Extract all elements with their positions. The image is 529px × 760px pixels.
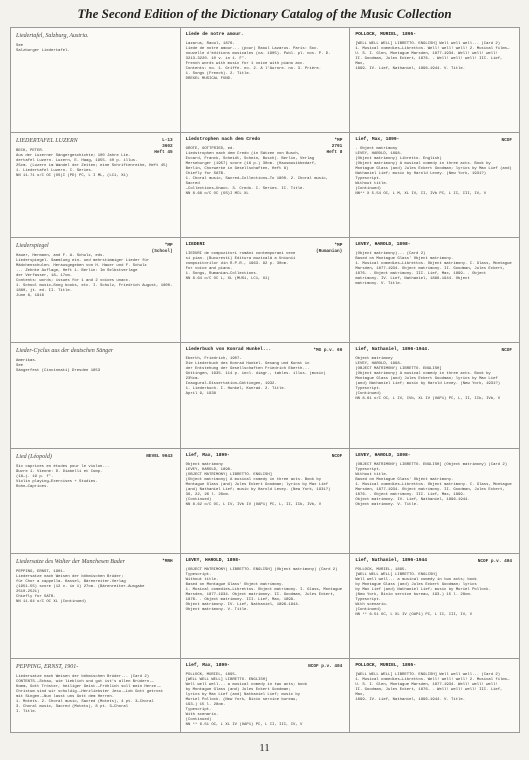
card-heading: Lief, Nathaniel, 1896-1944. (355, 347, 430, 353)
page-title: The Second Edition of the Dictionary Catalog of the Music Collection (77, 6, 452, 21)
card-line: Typescript. (355, 597, 382, 602)
card-call-number: NCOF (331, 453, 343, 459)
catalog-card-grid (10, 27, 520, 733)
catalog-card (181, 659, 350, 732)
card-line: Well well well... a musical comedy in two acts; book (355, 577, 477, 582)
card-line: Typescript. (355, 387, 382, 392)
card-line: BECK, PETER. (16, 149, 45, 154)
card-line: Without title. (185, 577, 219, 582)
card-line: Christum sind wir schuldig.—Herzliebster Jesu.—Lob Gott getrost (16, 689, 164, 694)
card-line: [WELL WELL WELL] LIBRETTO. ENGLISH] (355, 572, 438, 577)
card-line: für Chor a cappella. Kassel, Bärenreiter-Verlag (16, 579, 126, 584)
catalog-card (11, 449, 180, 553)
catalog-card (181, 133, 350, 237)
card-line: Object matrimony. V. Title. (355, 502, 419, 507)
card-line: Inaugural-Dissertation—Göttingen, 1932. (185, 382, 277, 387)
card-line: U. S. I. Glen, Montague Marsden, 1877-1934. Well! well! well! (355, 52, 498, 56)
card-line: NN 8.61 o/C OC, L IV, IVb, XL IV (OAP1) PC, L, II, IIb, IVb, V (355, 397, 501, 402)
catalog-card (11, 554, 180, 658)
card-line: Six caprices en études pour le violon... (16, 464, 110, 469)
card-line: (Continued) (355, 607, 382, 612)
card-line: Without title. (355, 472, 389, 477)
card-heading: LEVEY, HAROLD, 1898- (355, 452, 411, 458)
card-call-number: NCOF (501, 348, 512, 354)
card-heading: LIEDERI (185, 242, 205, 248)
card-heading: PEPPING, ERNST, 1901- (16, 663, 79, 670)
card-line: Muriel Pollock. (New York, Bixio service bureau, (185, 697, 298, 702)
card-line: nouvelle d'éditions musicales (ca. 1905). Publ. pl. nos. P. D. (185, 52, 331, 56)
card-line: [WELL WELL WELL] LIBRETTO. ENGLISH] (185, 677, 268, 682)
card-line: Aus der Luzerner Sängergeschichte; 100 Jahre Lie- (16, 154, 131, 159)
card-line: 1. Motets. 2. Choral music, Sacred (Motets), 4 pt. 3—Choral (16, 699, 154, 704)
card-line: PEPPING, ERNST, 1901- (16, 569, 66, 574)
card-line: (OBJECT MATRIMONY) LIBRETTO. ENGLISH] (185, 472, 273, 477)
card-call-number: *MP 2791 Heft 8 (326, 138, 343, 156)
card-line: 1. Musical comedies—Librettos. Object matrimony. I. Glass, Montague (355, 262, 512, 267)
catalog-card (350, 28, 519, 132)
card-line: NN 8.68 o/C OC (OS)I MCL XL (185, 192, 249, 197)
card-line: Typescript. (185, 572, 212, 577)
card-line: Hauer, Hermann, and F. A. Schulz, eds. (16, 254, 105, 259)
card-line: LEVEY, HAROLD, 1898- (185, 467, 233, 472)
card-line: 2510-2521) (16, 589, 40, 594)
card-heading: Liedertafel, Salzburg, Austria. (16, 33, 89, 39)
card-line: [WELL WELL WELL] LIBRETTO. ENGLISH] Well well well... (Card 2) (355, 42, 501, 46)
card-line: 1. Liederbuch. I. Hunkel, Konrad. 2. Title. (185, 387, 287, 392)
catalog-card (350, 449, 519, 553)
card-line: Based on Montague Glass' Object matrimony. (355, 257, 454, 262)
card-line: Salzburger Liedertafel. (16, 49, 70, 53)
card-line: by Montague Glass (and) Jules Eckert Goodman; (185, 687, 291, 692)
card-heading: Liede de notre amour. (185, 32, 244, 37)
card-line: Amerikas. (16, 359, 38, 364)
card-line: 1. School music—Song books, etc. I. Schulz, Friedrich August, 1800- (16, 284, 173, 289)
card-heading: LEVEY, HAROLD, 1898- (355, 242, 411, 248)
card-line: Rohn—Caprices. (16, 484, 49, 489)
card-line: compozitorilor din R.P.R., 1963. 92 p. 30cm. (185, 262, 289, 267)
card-line: June 8, 1916 (16, 294, 45, 299)
card-line: 1. Musical comedies—Librettos. Well! well! well! 2. Musical films— (355, 47, 510, 51)
card-call-number: *MRH (162, 558, 173, 564)
card-line: Merseburger (1957) score (16 p.) 30cm. (Hausmusikbedarf, (185, 162, 317, 167)
card-call-number: *MP (School) (151, 243, 173, 255)
card-line: Liederspiegel. Sammlung ein- und mehrstimmiger Lieder für (16, 259, 150, 264)
card-line: 1876- . Object matrimony. III. Lief, Max, 1899- (355, 492, 466, 497)
card-line: Chiefly for SATB. (16, 594, 56, 599)
card-line: April 9, 1938 (185, 392, 217, 397)
card-line: 23½cm. (185, 377, 200, 382)
card-heading: Liederbuch von Konrad Hunkel... (185, 347, 272, 353)
card-line: 25cm. (Luzern im Wandel der Zeiten; eine Schriftenreihe, Heft 45) (16, 164, 168, 169)
card-line: 1. Musical comedies—Librettos. Object matrimony. I. Glass, Montague (185, 587, 343, 592)
card-line: U. S. I. Glen, Montague Marsden, 1877-1934. Well! well! well! (355, 682, 498, 687)
card-line: Marsden, 1877-1934. Object matrimony. II. Goodman, Jules Eckert, (355, 267, 505, 272)
card-heading: Lied (Léopold) (16, 453, 52, 460)
catalog-card (181, 343, 350, 447)
card-heading: POLLOCK, MURIEL, 1895- (355, 662, 416, 668)
card-line: der Verfasser, 18— 17cm. (16, 274, 73, 279)
card-line: With scenario. (355, 602, 389, 607)
card-line: Object matrimony (185, 462, 224, 467)
card-line: Liede de notre amour... (pour) Raoul Lazarus. Paris: Soc. (185, 47, 319, 51)
card-line: 1876- . Object matrimony. III. Lief, Max, 1899- . Object (355, 272, 487, 277)
card-line: Typescript. (355, 467, 382, 472)
card-line: Komm, Gott Tröster, heiliger Geist.—Fröhlich soll mein Herze.— (16, 684, 161, 689)
card-call-number: *MG p.v. 66 (313, 348, 343, 354)
card-line: (OBJECT MATRIMONY) LIBRETTO. ENGLISH] (Object matrimony) (Card 2) (355, 462, 508, 467)
card-line: Liedersatze nach Weisen der böhmischen Brüder... (Card 2) (16, 674, 150, 679)
card-line: [WELL WELL WELL] LIBRETTO. ENGLISH] Well well well... (Card 2) (355, 672, 501, 677)
card-line: by Montague Glass (and) Jules Eckert Goodman; lyrics (355, 582, 477, 587)
catalog-card (181, 554, 350, 658)
card-line: Chiefly for SATB. (185, 172, 226, 177)
card-line: 1. Choral music, Sacred—Collections—To 1800. 2. Choral music, Sacred (185, 177, 331, 187)
card-line: Eberth, Friedrich, 1907- (185, 357, 242, 362)
card-line: —Collections—Unacc. 3. Credo. I. Series. II. Title. (185, 187, 305, 192)
card-line: II. Goodman, Jules Eckert, 1876- . Well! well! well! III. Lief, Max, (355, 57, 505, 66)
card-line: 1899- IV. Lief, Nathaniel, 1896-1944. V. Title. (355, 67, 466, 71)
card-line: Montague Glass (and) Jules Eckert Goodman; lyrics by Max Lief (185, 482, 329, 487)
card-line: NN 8.64 o/C OC L, XL (MUS1, LC1, X1) (185, 277, 270, 282)
card-call-number: NCOF p.v. 404 (308, 663, 343, 669)
card-call-number: *MP (Rumanian) (315, 243, 343, 255)
card-line: LEVEY, HAROLD, 1898- (355, 152, 403, 157)
catalog-card (350, 238, 519, 342)
card-line: Montague Glass (and) Jules Eckert Goodman; lyrics by Max Lief (and) (355, 167, 512, 172)
catalog-card (181, 28, 350, 132)
card-line: matrimony. V. Title. (355, 282, 403, 287)
card-line: Object matrimony. IV. Lief, Nathaniel, 1896-1944. (185, 602, 301, 607)
card-line: Object matrimony (355, 357, 393, 362)
card-line: ... Zehnte Auflage, Heft 1- Berlin: Im Selbstverlage (16, 269, 138, 274)
card-line: 36, 22, 26 l. 28cm. (185, 492, 231, 497)
card-line: Object matrimony. V. Title. (185, 607, 249, 612)
card-line: (Object matrimony)... (Card 2) (355, 252, 426, 257)
card-line: 1. Musical comedies—Librettos. Object matrimony. I. Glass, Montague (355, 482, 512, 487)
card-line: Liedstrophen nach dem Credo (in Sätzen von Busch, (185, 152, 301, 157)
card-heading: Lief, Max, 1899- (355, 137, 400, 143)
card-line: Die Liederbuch des Konrad Hunkel. Gesang und Kunst in (185, 362, 310, 367)
card-line: mit Singen.—Nun lasst uns Gott dem Herren. (16, 694, 115, 699)
card-line: Eccard, Franck, Scheidt, Schein, Busch). Berlin, Verlag (185, 157, 315, 162)
card-line: (1951-55) score (12 v. in 1) 27cm. (Bärenreiter-Ausgabe (16, 584, 145, 589)
card-heading: Lieder-Cyclus aus der deutschen Sänger (16, 348, 114, 355)
card-line: (Object matrimony) A musical comedy in three acts. Book by (355, 372, 491, 377)
card-line: (Object matrimony) Libretto. English) (355, 157, 442, 162)
card-line: 1899- IV. Lief, Nathaniel, 1896-1944. V. Title. (355, 697, 466, 702)
card-call-number: NEVEL 9643 (146, 453, 173, 459)
card-line: See (16, 44, 24, 48)
card-heading: LEVEY, HAROLD, 1898- (185, 557, 241, 563)
card-line: Marsden, 1877-1934. Object matrimony. II. Goodman, Jules Eckert, (355, 487, 505, 492)
card-line: matrimony. IV. Lief, Nathaniel, 1896-1944. Object (355, 277, 470, 282)
catalog-card (11, 659, 180, 732)
card-heading: Liedstrophen nach dem Credo (185, 137, 261, 143)
card-line: NN** X 5.54 OC, L M, XL IV, II, IVb PC, L II, III, IV, V (355, 192, 487, 197)
card-line: POLLOCK, MURIEL, 1895- (185, 672, 238, 677)
card-line: 3. Choral music, Sacred (Motets), 8 pt. 3—Choral (16, 704, 129, 709)
card-heading: LIEDERTAFEL LUZERN (16, 138, 78, 145)
card-line: dertafel Luzern. Luzern, E. Haag, 1955. 40 p. illus. (16, 159, 138, 164)
card-line: Well well well... a musical comedy in two acts; book (185, 682, 308, 687)
card-line: Typescript. (355, 177, 382, 182)
card-line: 1. Songs, Rumanian—Collections. (185, 272, 259, 277)
card-line: (and) Nathaniel Lief; music by Harold Levey. (New York, 1931?) (355, 382, 501, 387)
card-line: Based on Montague Glass' Object matrimony. (355, 477, 454, 482)
card-line: (New York, Bixio service bureau, 193-) 15 l. 28cm. (355, 592, 473, 597)
card-line: Violin playing—Exercises + Studies. (16, 479, 98, 484)
card-line: by Max Lief (and) Nathaniel Lief; music by Muriel Pollock. (355, 587, 491, 592)
card-line: Typescript. (185, 707, 212, 712)
card-line: French words with music for 1 voice with piano acc. (185, 62, 305, 66)
card-line: (Object matrimony) A musical comedy in three acts. Book by (185, 477, 322, 482)
card-line: si pian. (Bucuresti) Editura muzicală a Uniunii (185, 257, 296, 262)
card-line: LEVEY, HAROLD, 1898- (355, 362, 403, 367)
page-number: 11 (259, 742, 270, 754)
card-line: Berlin, Chorwerke in Gesellschaften, Heft 8) (185, 167, 289, 172)
card-heading: Lief, Max, 1899- (185, 662, 230, 668)
card-line: Liedersatze nach Weisen der böhmischen Brüder; (16, 574, 124, 579)
card-line: Based on Montague Glass' Object matrimony. (185, 582, 284, 587)
card-line: LIEDURI de compozitori români contemporani vece (185, 252, 296, 257)
catalog-card (11, 238, 180, 342)
card-line: Marsden, 1877-1934. Object matrimony. II. Goodman, Jules Eckert, (185, 592, 336, 597)
card-line: Contents: no. 1. Griffe. no. 2. A l'Aurore. no. 3. Prière. (185, 67, 322, 71)
card-line: 3213-3220. 10 v. in 1. F°. (185, 57, 247, 61)
card-line: . Object matrimony (355, 147, 398, 152)
card-line: (and) Nathaniel Lief; music by Harold Levey. (New York, 1931?) (185, 487, 331, 492)
card-line: Nathaniel Lief; music by Harold Levey. (New York, 1931?) (355, 172, 487, 177)
card-line: (Continued) (185, 717, 212, 722)
card-line: Mädchenschulen. Herausgegeben von H. Hauer und F. Schulz (16, 264, 147, 269)
card-heading: Lief, Nathaniel, 1896-1944 (355, 557, 428, 563)
card-line: (Object matrimony) A musical comedy in three acts. Book by (355, 162, 491, 167)
card-line: Sängerfest (Cincinnati) Dresden 1853 (16, 369, 101, 374)
catalog-card (11, 133, 180, 237)
card-line: POLLOCK, MURIEL, 1895- (355, 567, 407, 572)
card-line: Without title. (355, 182, 389, 187)
catalog-card (11, 28, 180, 132)
card-line: NN ** 6.51 OC, L XL IV (OAP1) PC, L II, III, IV, V (355, 612, 473, 617)
card-line: See (16, 364, 24, 369)
card-line: (OBJECT MATRIMONY) LIBRETTO. ENGLISH] (Object matrimony) (Card 2) (185, 567, 338, 572)
card-call-number: NCOF (501, 138, 512, 144)
card-line: Montague Glass (and) Jules Eckert Goodman; lyrics by Max Lief (355, 377, 498, 382)
card-line: NN 11.64 o/C OC XL (Continued) (16, 599, 87, 604)
catalog-card (350, 554, 519, 658)
card-heading: POLLOCK, MURIEL, 1895- (355, 32, 416, 37)
card-line: NN 8.62 o/C OC, L IV, IVb IV (OAP1) PC, L, II, IIb, IVb, V (185, 502, 322, 507)
card-line: (Continued) (355, 187, 382, 192)
card-line: DREXEL MUSICAL FUND. (185, 77, 233, 81)
card-line: (18—). 19 p. f°. (16, 474, 54, 479)
card-line: With scenario. (185, 712, 219, 717)
card-line: (OBJECT MATRIMONY) LIBRETTO. ENGLISH] (355, 367, 442, 372)
catalog-card (350, 343, 519, 447)
catalog-card (181, 238, 350, 342)
card-line: GROTE, GOTTFRIED, ed. (185, 147, 235, 152)
card-line: 1880, jt. ed. II. Title. (16, 289, 73, 294)
card-heading: Liedersatze des Walter der Manchesen Bader (16, 558, 125, 565)
card-line: (Continued) (355, 392, 382, 397)
card-line: NN ** 6.51 OC, L XL IV (OAP1) PC, L II, III, IV, V (185, 722, 303, 727)
card-line: Object matrimony. IV. Lief, Nathaniel, 1896-1944. (355, 497, 470, 502)
card-line: 193-) 15 l. 28cm. (185, 702, 226, 707)
card-line: For voice and piano. (185, 267, 233, 272)
card-line: der Entstehung der Gesellschaften Friedrich Eberth... (185, 367, 310, 372)
card-call-number: NCOF p.v. 404 (477, 558, 512, 564)
catalog-card (350, 133, 519, 237)
card-line: 1. Songs (French). 2. Title. (185, 72, 252, 76)
card-heading: Liederspiegel (16, 243, 49, 250)
card-line: NN 11.71 o/C OC (OS)I (PD) PC, L I ML, (LC1, X1) (16, 174, 129, 179)
catalog-card (181, 449, 350, 553)
card-line: II. Goodman, Jules Eckert, 1876- . Well! well! well! III. Lief, Max, (355, 687, 505, 697)
card-line: Contents: words; issues for 1 and 2 voices unacc. (16, 279, 131, 284)
card-line: (Continued) (185, 497, 212, 502)
card-call-number: L-13 3602 Heft 45 (154, 138, 173, 156)
card-line: 1876- . Object matrimony. III. Lief, Max, 1899- (185, 597, 296, 602)
card-line: 1. Liedertafel Luzern. I. Series. (16, 169, 94, 174)
catalog-card (350, 659, 519, 732)
card-line: lyrics by Max Lief (and) Nathaniel Lief; music by (185, 692, 301, 697)
card-line: CONTENTS.—Schau, wie lieblich und gut ist's allen Brüdern.— (16, 679, 154, 684)
card-line: 1. Musical comedies—Librettos. Well! well! well! 2. Musical films— (355, 677, 510, 682)
card-line: Lazarus, Raoul, 1876- (185, 42, 235, 46)
card-line: I. Title. (16, 709, 38, 714)
card-line: Göttingen, 1935. 114 p. incl. diagr., tables. illus. (music) (185, 372, 326, 377)
card-heading: Lief, Max, 1899- (185, 452, 230, 458)
card-line: Œuvre 1. Vienne: D. Diabelli et Comp. (16, 469, 103, 474)
catalog-card (11, 343, 180, 447)
